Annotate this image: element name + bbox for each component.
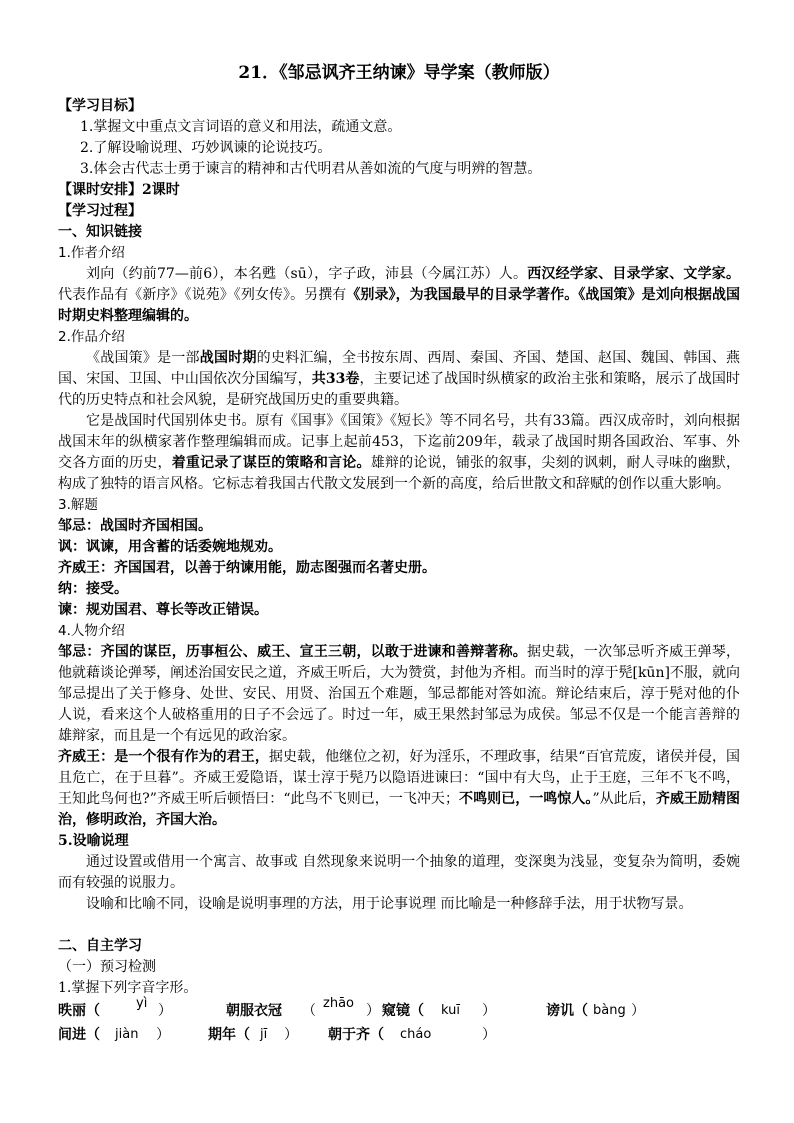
- page-title: 21．《邹忌讽齐王纳谏》导学案（教师版）: [238, 63, 560, 83]
- title-explain-item: 纳：接受。: [58, 581, 128, 597]
- goal-item: 2.了解设喻说理、巧妙讽谏的论说技巧。: [80, 140, 332, 156]
- goals-heading: 【学习目标】: [58, 98, 142, 114]
- goal-item: 1.掌握文中重点文言词语的意义和用法，疏通文意。: [80, 119, 402, 135]
- title-explain-heading: 3.解题: [58, 497, 98, 513]
- word-term: 昳丽（: [58, 1003, 100, 1019]
- work-text: 的史料汇编，全书按东周、西周、秦国、齐国、楚国、赵国、魏国、韩国、燕国、宋国、卫国、中山国依次分国编写，: [58, 350, 741, 387]
- metaphor-heading: 5.设喻说理: [58, 833, 129, 849]
- word-term: 间进（: [58, 1027, 100, 1043]
- paren: ）: [156, 1027, 170, 1043]
- pinyin-answer: cháo: [400, 1027, 432, 1042]
- paren: ）: [284, 1027, 298, 1043]
- author-paragraph: [58, 264, 740, 327]
- title-explain-item: 齐威王：齐国国君，以善于纳谏用能，励志图强而名著史册。: [58, 560, 436, 576]
- schedule-value: 2课时: [142, 182, 180, 198]
- work-text: ，主要记述了战国时纵横家的政治主张和策略，展示了战国时代的历史特点和社会风貌，是研究战国历史的重要典籍。: [58, 371, 741, 408]
- work-text: 它是战国时代国别体史书。原有《国事》《国策》《短长》等不同名号，共有33篇。西汉成帝时，刘向根据战国末年的纵横家著作整理编辑而成。记事上起前453，下迄前209年，载录了战国时期各国政治、军事、外交各方面的历史，: [58, 413, 740, 471]
- weiwang-text: ”从此后，: [592, 791, 656, 807]
- preview-subheading: （一）预习检测: [58, 959, 156, 975]
- people-heading: 4.人物介绍: [58, 623, 125, 639]
- word-term: 窥镜（: [382, 1003, 424, 1019]
- work-text: 雄辩的论说，铺张的叙事，尖刻的讽刺，耐人寻味的幽默，构成了独特的语言风格。它标志着我国古代散文发展到一个新的高度，给后世散文和辞赋的创作以重大影响。: [58, 455, 741, 492]
- paren: ）: [158, 1003, 172, 1019]
- weiwang-text: 齐威王听后顿悟曰：“此鸟不飞则已，一飞冲天；: [156, 791, 459, 807]
- weiwang-bold: 齐威王：是一个很有作为的君王，: [58, 749, 269, 765]
- spacer: [58, 915, 740, 936]
- pinyin-answer: kuī: [441, 1003, 460, 1018]
- schedule-line: [58, 180, 740, 201]
- weiwang-text: 据史载，他继位之初，好为淫乐，不理政事，结果“百官荒废，诸侯并侵，国且危亡，在于旦暮”。齐威王爱隐语，谋士淳于髡乃以隐语进谏曰：“国中有大鸟，止于王庭，三年不飞不鸣，王知此鸟何也?”: [58, 749, 741, 807]
- pinyin-row-1: [58, 996, 740, 1023]
- weiwang-paragraph: [58, 747, 740, 831]
- weiwang-bold: 不鸣则已，一鸣惊人。: [458, 791, 593, 807]
- zouji-text: 据史载，一次邹忌听齐威王弹琴，他就藉谈论弹琴，阐述治国安民之道，齐威王听后，大为赞赏，封他为齐相。而当时的淳于髡[kūn]不服，就向邹忌提出了关于修身、处世、安民、用贤、治国五个难题，邹忌都能对答如流。辩论结束后，淳于髡对他的仆人说，看来这个人破格重用的日子不会远了。时过一年，威王果然封邹忌为成侯。邹忌不仅是一个能言善辩的雄辩家，而且是一个有远见的政治家。: [58, 644, 741, 744]
- pinyin-row-2: [58, 1023, 740, 1047]
- title-explain-item: 谏：规劝国君、尊长等改正错误。: [58, 602, 268, 618]
- pinyin-answer: jī: [260, 1027, 268, 1042]
- metaphor-paragraph: 通过设置或借用一个寓言、故事或 自然现象来说明一个抽象的道理，变深奥为浅显，变复杂为简明，委婉而有较强的说服力。: [58, 854, 740, 891]
- paren: ）: [482, 1003, 496, 1019]
- work-heading: 2.作品介绍: [58, 329, 125, 345]
- work-paragraph-1: [58, 348, 740, 411]
- author-bold: 西汉经学家、目录学家、文学家。: [527, 266, 741, 282]
- section-one-heading: 一、知识链接: [58, 224, 142, 240]
- paren: （: [302, 1003, 316, 1019]
- pinyin-answer: bàng: [593, 1003, 626, 1018]
- goal-item: 3.体会古代志士勇于谏言的精神和古代明君从善如流的气度与明辨的智慧。: [80, 161, 542, 177]
- section-two-heading: 二、自主学习: [58, 938, 142, 954]
- author-text: 刘向（约前77—前6），本名甦（sū），字子政，沛县（今属江苏）人。: [86, 266, 528, 282]
- paren: ）: [631, 1003, 645, 1019]
- zouji-bold: 邹忌：齐国的谋臣，历事桓公、威王、宣王三朝，以敢于进谏和善辩著称。: [58, 644, 528, 660]
- weiwang-bold: 齐威王励精图治，修明政治，齐国大治。: [58, 791, 741, 828]
- work-bold: 共33卷: [311, 371, 360, 387]
- metaphor-paragraph: 设喻和比喻不同，设喻是说明事理的方法，用于论事说理 而比喻是一种修辞手法，用于状物写景。: [86, 896, 693, 912]
- word-term: 谤讥（: [546, 1003, 588, 1019]
- zouji-paragraph: [58, 642, 740, 747]
- author-text: 代表作品有《新序》《说苑》《列女传》。另撰有: [58, 287, 347, 303]
- paren: ）: [366, 1003, 380, 1019]
- author-bold: 《别录》，为我国最早的目录学著作。《战国策》是刘向根据战国时期史料整理编辑的。: [58, 287, 741, 324]
- title-explain-item: 邹忌：战国时齐国相国。: [58, 518, 212, 534]
- word-term: 期年（: [208, 1027, 250, 1043]
- work-text: 《战国策》是一部: [86, 350, 200, 366]
- title-explain-item: 讽：讽谏，用含蓄的话委婉地规劝。: [58, 539, 282, 555]
- author-heading: 1.作者介绍: [58, 245, 125, 261]
- process-heading: 【学习过程】: [58, 203, 142, 219]
- pinyin-answer: zhāo: [323, 996, 354, 1011]
- document-page: [58, 62, 740, 1047]
- question-1: 1.掌握下列字音字形。: [58, 980, 198, 996]
- work-bold: 着重记录了谋臣的策略和言论。: [171, 455, 371, 471]
- schedule-heading: 【课时安排】: [58, 182, 142, 198]
- paren: ）: [482, 1027, 496, 1043]
- word-term: 朝于齐（: [328, 1027, 384, 1043]
- work-bold: 战国时期: [199, 350, 257, 366]
- pinyin-answer: jiàn: [115, 1027, 139, 1042]
- work-paragraph-2: [58, 411, 740, 495]
- word-term: 朝服衣冠: [226, 1003, 282, 1019]
- pinyin-answer: yì: [136, 996, 148, 1011]
